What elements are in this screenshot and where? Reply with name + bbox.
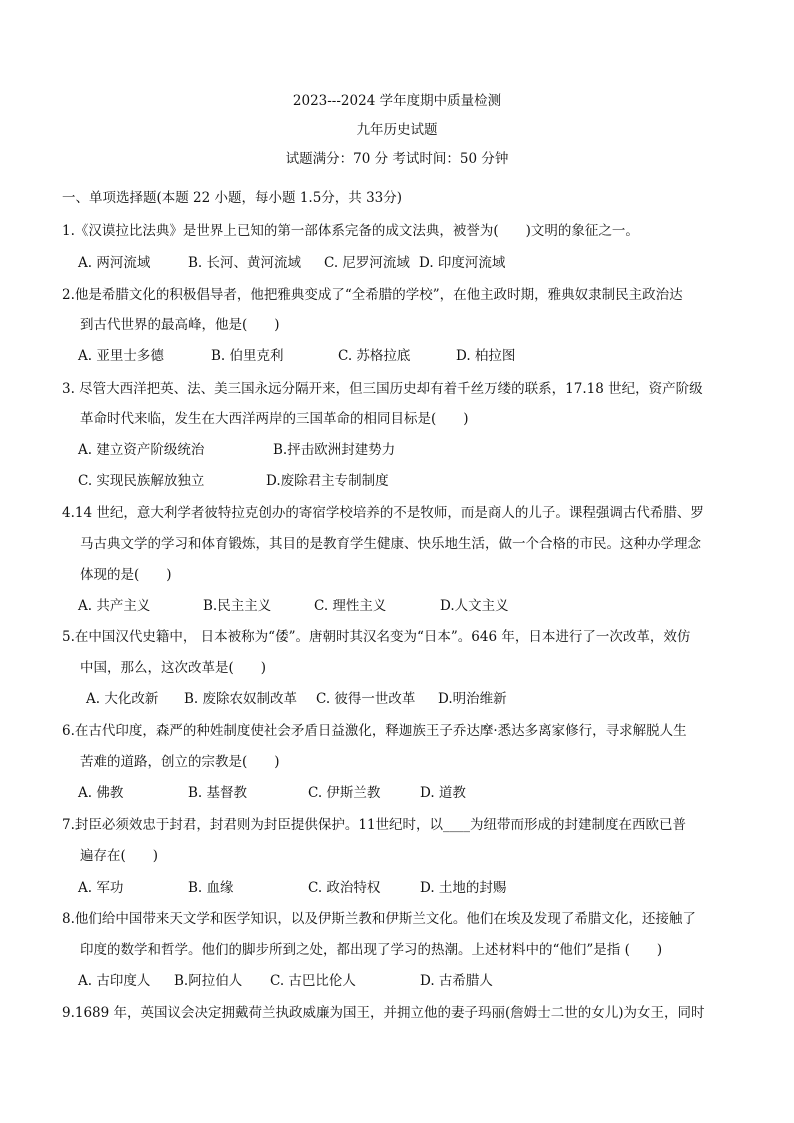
question-2-options xyxy=(78,344,515,364)
question-4-options xyxy=(78,594,509,614)
question-6-options xyxy=(78,781,466,801)
question-2-stem: 2.他是希腊文化的积极倡导者，他把雅典变成了“全希腊的学校”，在他主政时期，雅典奴隶制民主政治达 xyxy=(62,287,683,303)
question-7-stem-cont: 遍存在( ) xyxy=(80,848,159,864)
question-3-options-row1 xyxy=(78,438,395,458)
option-b: B.阿拉伯人 xyxy=(174,973,243,989)
option-c: C. 政治特权 xyxy=(308,880,381,896)
question-3-stem: 3. 尽管大西洋把英、法、美三国永远分隔开来，但三国历史却有着千丝万缕的联系，17.18 世纪，资产阶级 xyxy=(62,381,703,397)
question-8-stem: 8.他们给中国带来天文学和医学知识，以及伊斯兰教和伊斯兰文化。他们在埃及发现了希腊文化，还接触了 xyxy=(62,911,696,927)
question-6-stem-cont: 苦难的道路，创立的宗教是( ) xyxy=(80,754,280,770)
question-6-stem: 6.在古代印度，森严的种姓制度使社会矛盾日益激化，释迦族王子乔达摩·悉达多离家修行，寻求解脱人生 xyxy=(62,723,687,739)
option-b: B.民主主义 xyxy=(203,598,272,614)
question-4-stem-cont: 马古典文学的学习和体育锻炼，其目的是教育学生健康、快乐地生活，做一个合格的市民。这种办学理念 xyxy=(80,536,701,552)
option-c: C. 伊斯兰教 xyxy=(308,785,381,801)
question-4-stem-cont2: 体现的是( ) xyxy=(80,567,172,583)
option-c: C. 理性主义 xyxy=(314,598,387,614)
option-c: C. 实现民族解放独立 xyxy=(78,473,205,489)
exam-info: 试题满分：70 分 考试时间：50 分钟 xyxy=(285,151,509,167)
question-7-stem: 7.封臣必须效忠于封君，封君则为封臣提供保护。11世纪时，以____为纽带而形成的封建制度在西欧已普 xyxy=(62,817,687,833)
question-4-stem: 4.14 世纪，意大利学者彼特拉克创办的寄宿学校培养的不是牧师，而是商人的儿子。课程强调古代希腊、罗 xyxy=(62,505,704,521)
exam-header xyxy=(0,92,794,179)
option-c: C. 古巴比伦人 xyxy=(270,973,356,989)
option-c: C. 尼罗河流域 xyxy=(324,255,410,271)
question-8-stem-cont: 印度的数学和哲学。他们的脚步所到之处，都出现了学习的热潮。上述材料中的“他们”是指 ( ) xyxy=(80,942,663,958)
option-d: D. 古希腊人 xyxy=(420,973,493,989)
question-8-options xyxy=(78,969,493,989)
option-b: B. 长河、黄河流域 xyxy=(188,255,302,271)
question-5-stem: 5.在中国汉代史籍中， 日本被称为“倭”。唐朝时其汉名变为“日本”。646 年，日本进行了一次改革，效仿 xyxy=(62,629,691,645)
option-d: D. 道教 xyxy=(420,785,466,801)
option-b: B. 废除农奴制改革 xyxy=(184,691,298,707)
option-d: D.人文主义 xyxy=(440,598,509,614)
question-1-options xyxy=(78,251,505,271)
option-a: A. 古印度人 xyxy=(78,973,151,989)
option-c: C. 彼得一世改革 xyxy=(316,691,416,707)
option-b: B.抨击欧洲封建势力 xyxy=(273,442,396,458)
option-a: A. 两河流域 xyxy=(78,255,151,271)
question-5-options xyxy=(86,687,507,707)
option-b: B. 血缘 xyxy=(188,880,234,896)
option-d: D. 印度河流域 xyxy=(419,255,506,271)
exam-subject: 九年历史试题 xyxy=(356,122,438,138)
option-a: A. 佛教 xyxy=(78,785,124,801)
option-a: A. 亚里士多德 xyxy=(78,348,164,364)
option-a: A. 大化改新 xyxy=(86,691,159,707)
question-3-options-row2 xyxy=(78,469,389,489)
option-d: D.明治维新 xyxy=(438,691,507,707)
question-5-stem-cont: 中国，那么，这次改革是( ) xyxy=(80,660,267,676)
option-d: D. 柏拉图 xyxy=(456,348,516,364)
option-d: D. 土地的封赐 xyxy=(420,880,507,896)
section-title: 一、单项选择题(本题 22 小题，每小题 1.5分，共 33分) xyxy=(62,190,403,206)
exam-title: 2023---2024 学年度期中质量检测 xyxy=(292,93,502,109)
option-a: A. 建立资产阶级统治 xyxy=(78,442,205,458)
question-1-stem: 1.《汉谟拉比法典》是世界上已知的第一部体系完备的成文法典，被誉为( )文明的象征之一。 xyxy=(62,223,639,239)
option-a: A. 共产主义 xyxy=(78,598,151,614)
question-2-stem-cont: 到古代世界的最高峰，他是( ) xyxy=(80,317,280,333)
question-7-options xyxy=(78,876,506,896)
option-b: B. 基督教 xyxy=(188,785,248,801)
option-a: A. 军功 xyxy=(78,880,124,896)
option-b: B. 伯里克利 xyxy=(211,348,284,364)
option-c: C. 苏格拉底 xyxy=(338,348,411,364)
question-3-stem-cont: 革命时代来临，发生在大西洋两岸的三国革命的相同目标是( ) xyxy=(80,411,469,427)
option-d: D.废除君主专制制度 xyxy=(266,473,389,489)
question-9-stem: 9.1689 年，英国议会决定拥戴荷兰执政威廉为国王，并拥立他的妻子玛丽(詹姆士二世的女儿)为女王，同时 xyxy=(62,1005,705,1021)
